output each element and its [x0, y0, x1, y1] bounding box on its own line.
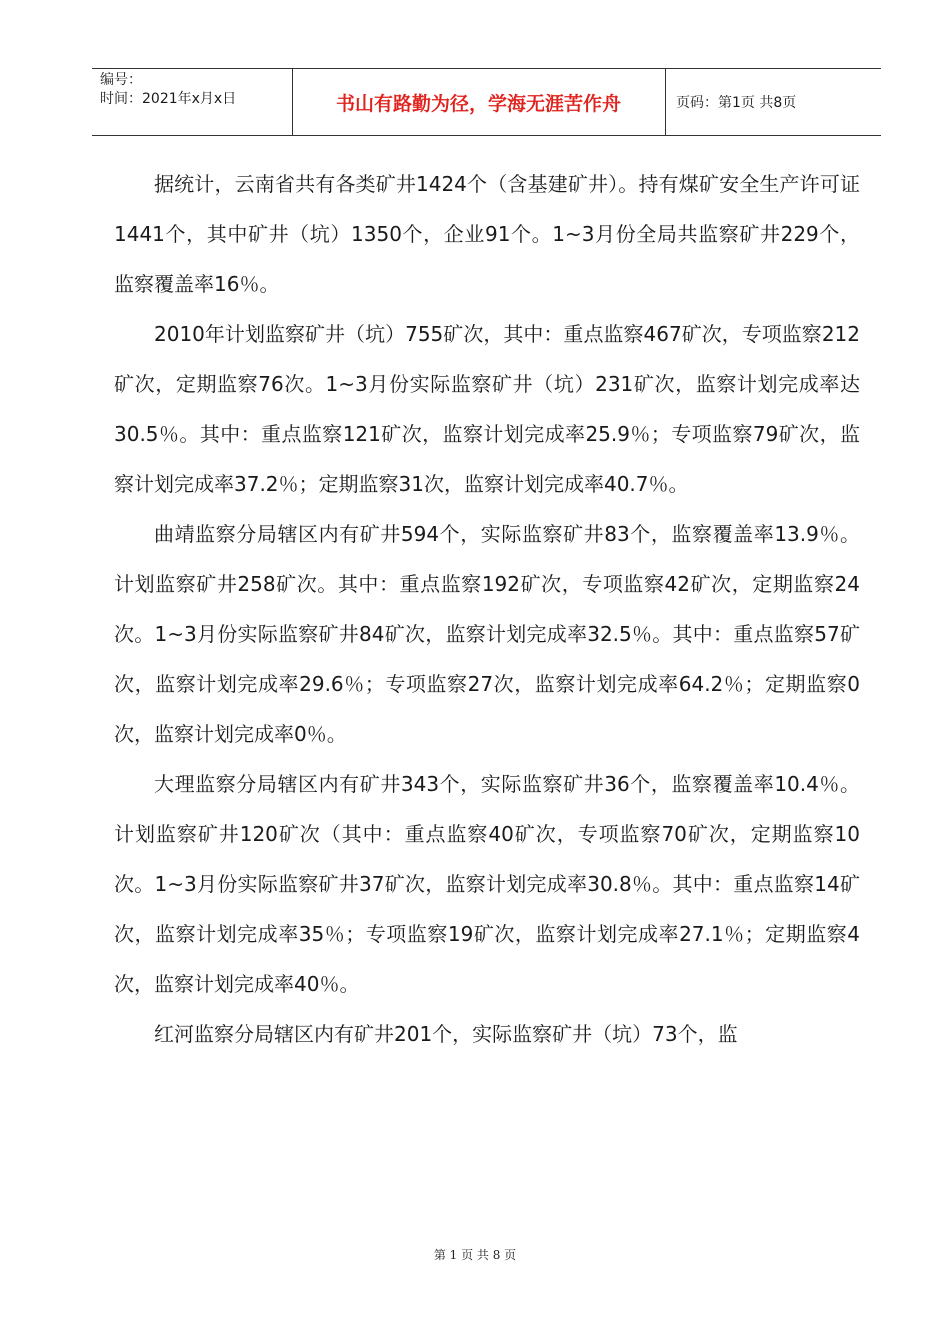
paragraph: 红河监察分局辖区内有矿井201个，实际监察矿井（坑）73个，监: [154, 1022, 738, 1046]
header-divider-right: [665, 69, 666, 135]
paragraph: 大理监察分局辖区内有矿井343个，实际监察矿井36个，监察覆盖率10.4％。计划监察矿井120矿次（其中：重点监察40矿次，专项监察70矿次，定期监察10次。1~3月份实际监察矿井37矿次，监察计划完成率30.8％。其中：重点监察14矿次，监察计划完成率35％；专项监察19矿次，监察计划完成率27.1％；定期监察4次，监察计划完成率40％。: [114, 772, 860, 996]
document-body: [114, 159, 860, 1059]
header-motto: 书山有路勤为径，学海无涯苦作舟: [335, 92, 621, 115]
document-header: [92, 68, 881, 136]
header-meta: [100, 71, 236, 109]
paragraph: 2010年计划监察矿井（坑）755矿次，其中：重点监察467矿次，专项监察212矿次，定期监察76次。1~3月份实际监察矿井（坑）231矿次，监察计划完成率达30.5％。其中：重点监察121矿次，监察计划完成率25.9％；专项监察79矿次，监察计划完成率37.2％；定期监察31次，监察计划完成率40.7％。: [114, 322, 860, 496]
page-footer: 第 1 页 共 8 页: [433, 1248, 517, 1262]
paragraph: 曲靖监察分局辖区内有矿井594个，实际监察矿井83个，监察覆盖率13.9％。计划监察矿井258矿次。其中：重点监察192矿次，专项监察42矿次，定期监察24次。1~3月份实际监察矿井84矿次，监察计划完成率32.5％。其中：重点监察57矿次，监察计划完成率29.6％；专项监察27次，监察计划完成率64.2％；定期监察0次，监察计划完成率0％。: [114, 522, 860, 746]
doc-time-label: 时间：2021年x月x日: [100, 91, 237, 107]
doc-number-label: 编号：: [100, 72, 142, 88]
header-page-info: 页码：第1页 共8页: [676, 95, 797, 111]
paragraph: 据统计，云南省共有各类矿井1424个（含基建矿井）。持有煤矿安全生产许可证1441个，其中矿井（坑）1350个，企业91个。1~3月份全局共监察矿井229个，监察覆盖率16％。: [114, 172, 860, 296]
